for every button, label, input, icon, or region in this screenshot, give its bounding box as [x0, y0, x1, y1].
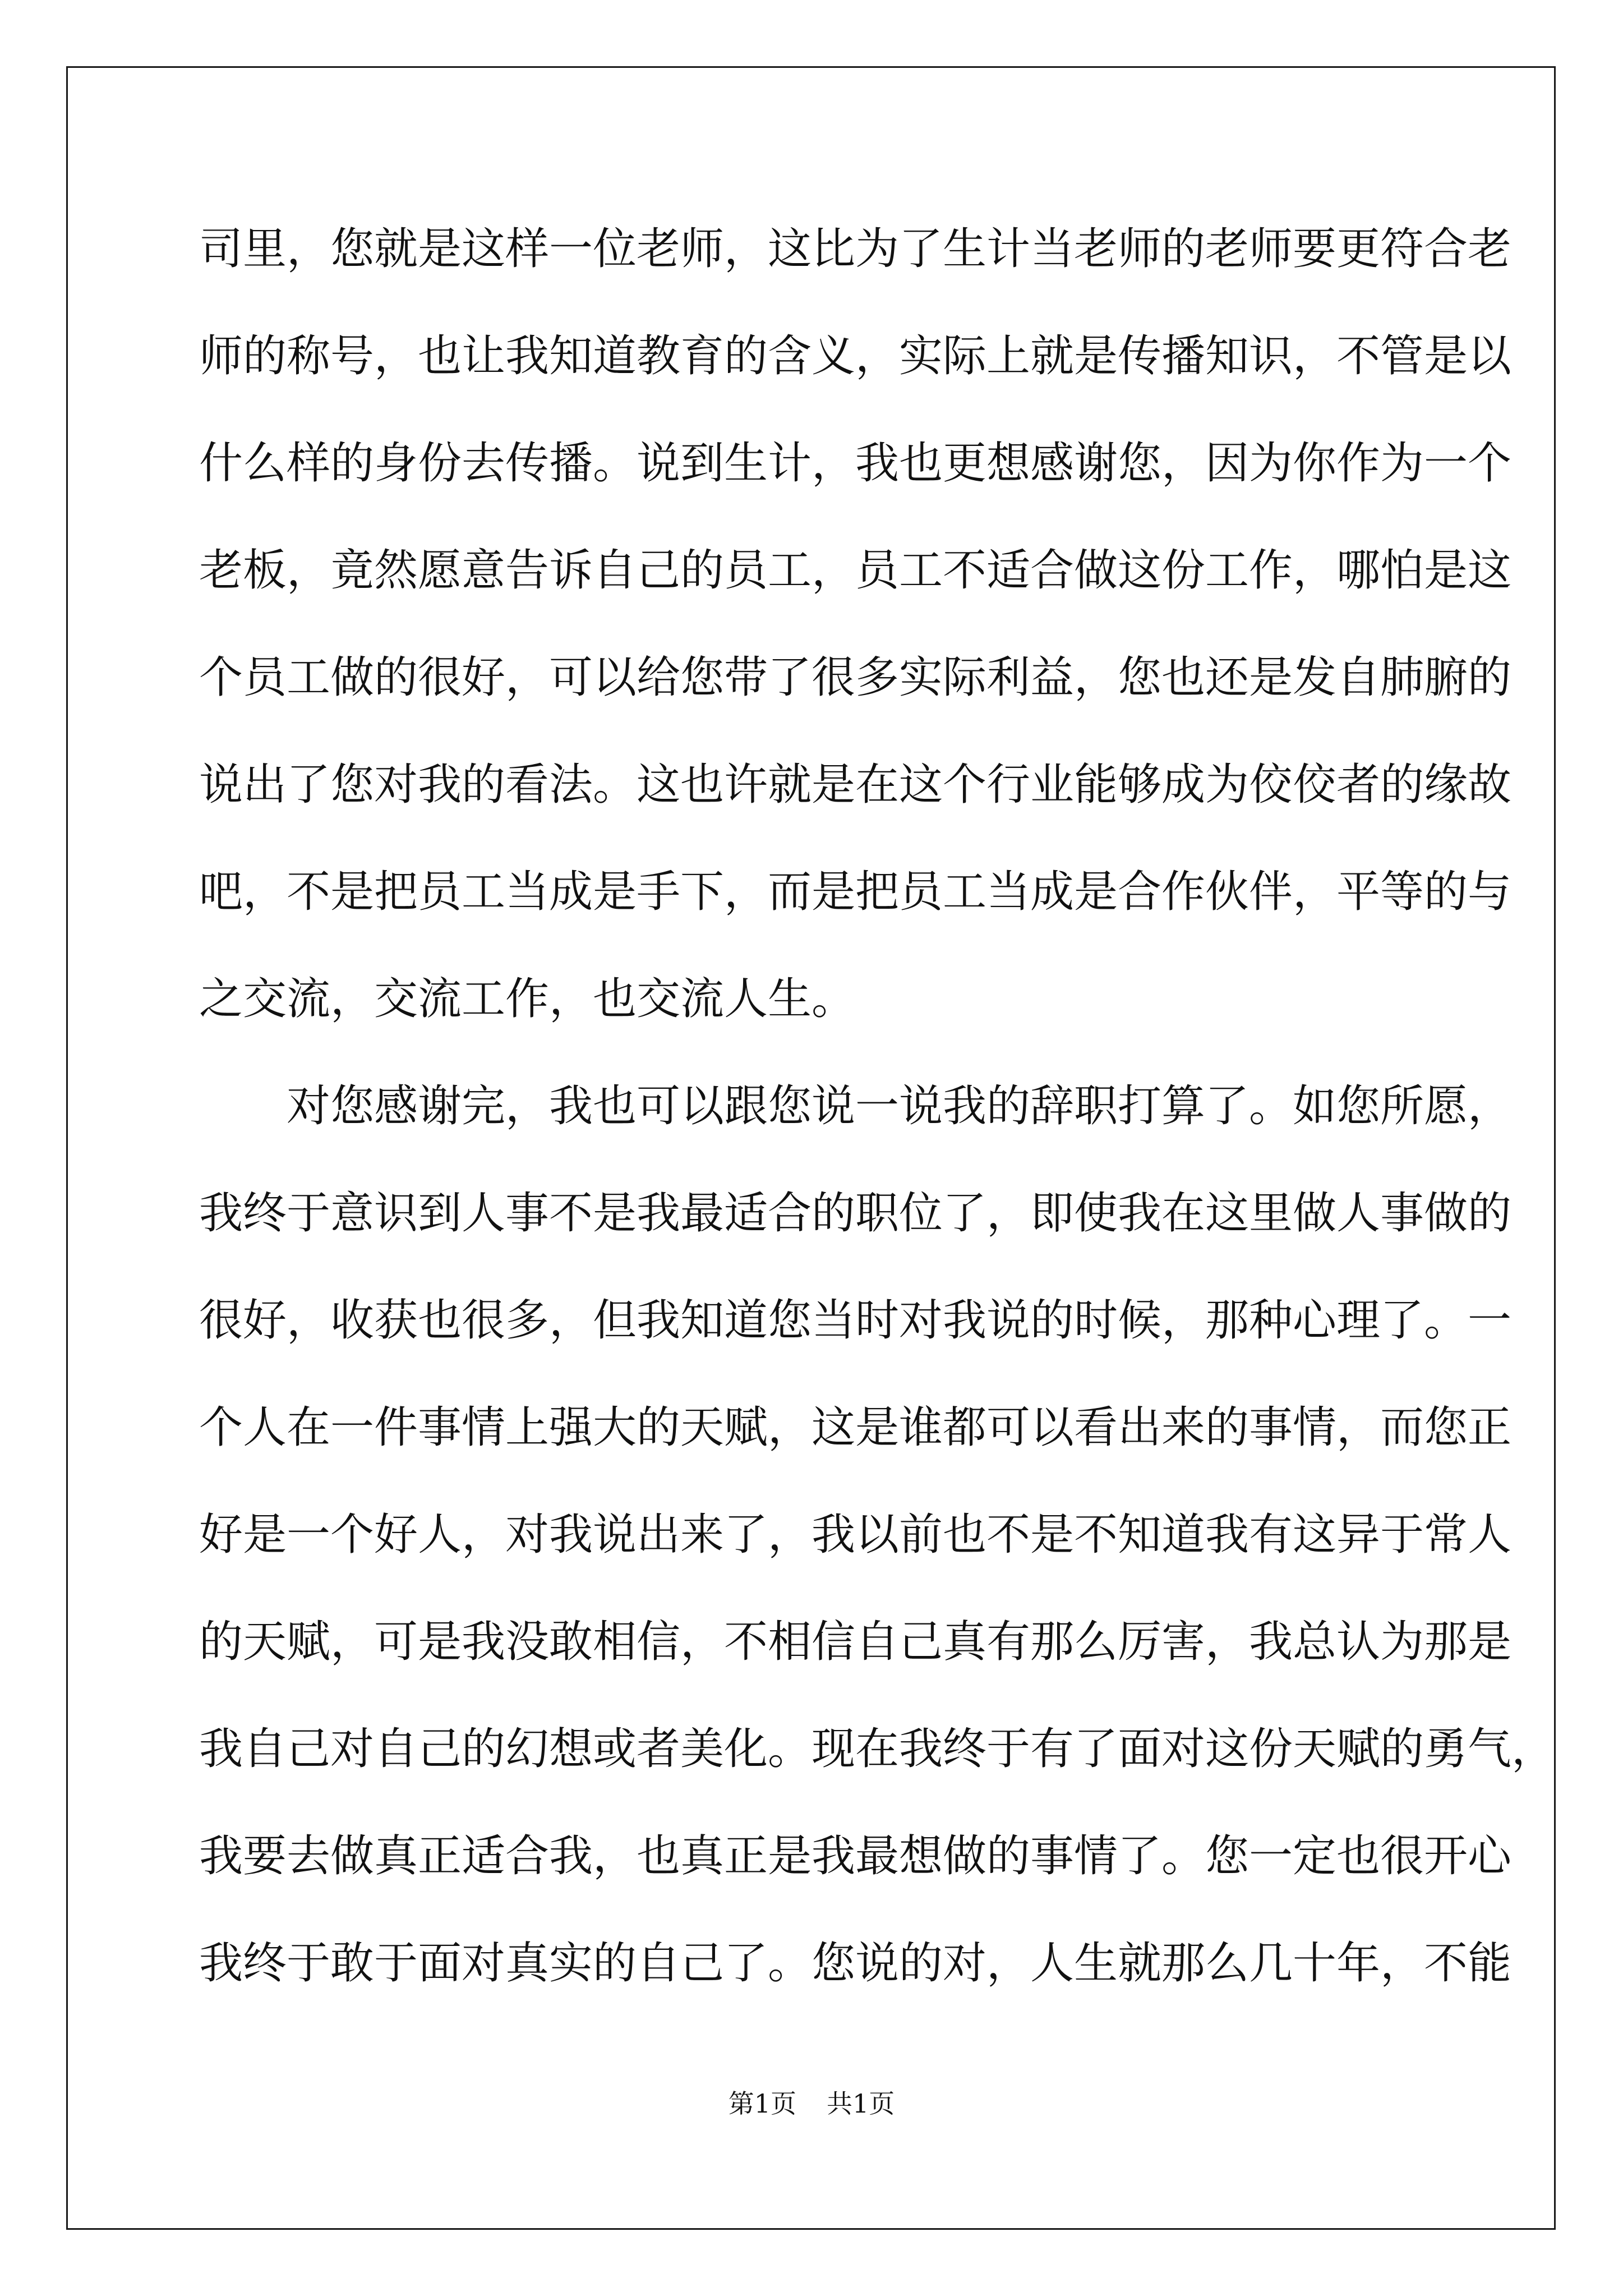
text-line: 个人在一件事情上强大的天赋，这是谁都可以看出来的事情，而您正	[199, 1402, 1512, 1453]
text-line: 什么样的身份去传播。说到生计，我也更想感谢您，因为你作为一个	[199, 438, 1512, 489]
document-body	[199, 209, 1556, 2030]
text-line-paragraph-start: 对您感谢完，我也可以跟您说一说我的辞职打算了。如您所愿，	[287, 1081, 1512, 1131]
text-line: 说出了您对我的看法。这也许就是在这个行业能够成为佼佼者的缘故	[199, 760, 1512, 810]
text-line: 师的称号，也让我知道教育的含义，实际上就是传播知识，不管是以	[199, 331, 1512, 381]
text-line: 我终于意识到人事不是我最适合的职位了，即使我在这里做人事做的	[199, 1188, 1512, 1239]
text-line: 我终于敢于面对真实的自己了。您说的对，人生就那么几十年，不能	[199, 1938, 1512, 1989]
text-line: 之交流，交流工作，也交流人生。	[199, 974, 856, 1024]
page-number: 第1页	[728, 2088, 796, 2119]
page-footer	[0, 2087, 1623, 2120]
text-line: 个员工做的很好，可以给您带了很多实际利益，您也还是发自肺腑的	[199, 652, 1512, 703]
text-line: 吧，不是把员工当成是手下，而是把员工当成是合作伙伴，平等的与	[199, 867, 1512, 917]
text-line: 司里，您就是这样一位老师，这比为了生计当老师的老师要更符合老	[199, 224, 1512, 274]
text-line: 我自己对自己的幻想或者美化。现在我终于有了面对这份天赋的勇气，	[199, 1724, 1556, 1774]
page-total: 共1页	[827, 2088, 895, 2119]
text-line: 我要去做真正适合我，也真正是我最想做的事情了。您一定也很开心	[199, 1831, 1512, 1881]
text-line: 老板，竟然愿意告诉自己的员工，员工不适合做这份工作，哪怕是这	[199, 545, 1512, 596]
text-line: 好是一个好人，对我说出来了，我以前也不是不知道我有这异于常人	[199, 1510, 1512, 1560]
text-line: 的天赋，可是我没敢相信，不相信自己真有那么厉害，我总认为那是	[199, 1617, 1512, 1667]
text-line: 很好，收获也很多，但我知道您当时对我说的时候，那种心理了。一	[199, 1295, 1512, 1346]
